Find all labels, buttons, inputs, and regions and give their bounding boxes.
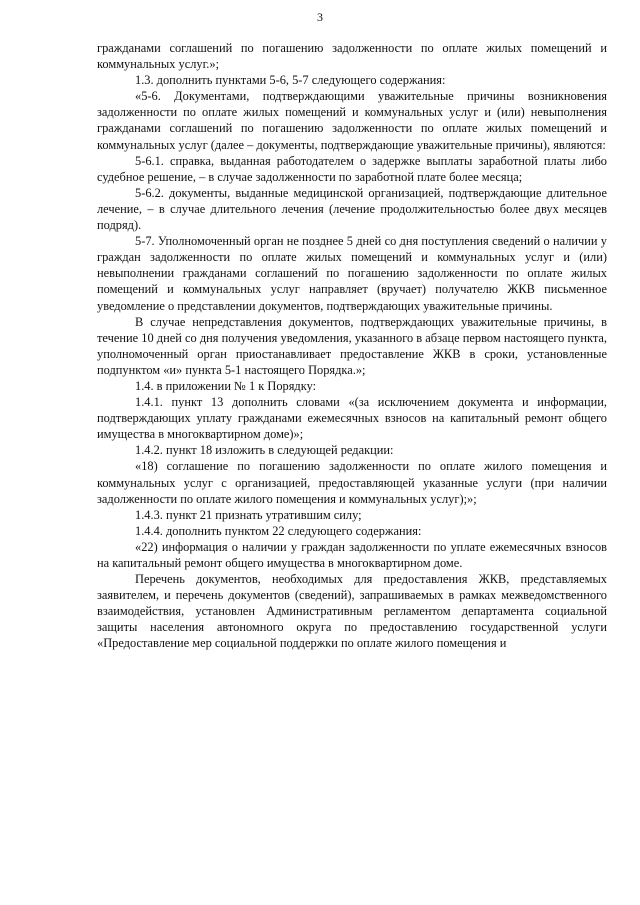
- paragraph: «5-6. Документами, подтверждающими уважительные причины возникновения задолженности по оплате жилых помещений и коммунальных услуг и (или) невыполнения гражданами соглашений по погашению задолженности по оплате жилых помещений и коммунальных услуг (далее – документы, подтверждающие уважительные причины), являются:: [97, 89, 607, 152]
- page-number: 3: [317, 10, 323, 24]
- paragraph: 1.4. в приложении № 1 к Порядку:: [135, 378, 317, 393]
- paragraph: «18) соглашение по погашению задолженности по оплате жилого помещения и коммунальных услуг с организацией, предоставляющей указанные услуги (при наличии задолженности по оплате жилого помещения и коммунальных услуг);»;: [97, 459, 607, 506]
- paragraph: 5-6.2. документы, выданные медицинской организацией, подтверждающие длительное лечение, – в случае длительного лечения (лечение продолжительностью более двух месяцев подряд).: [97, 185, 607, 233]
- paragraph: «22) информация о наличии у граждан задолженности по уплате ежемесячных взносов на капитальный ремонт общего имущества в многоквартирном доме.: [97, 539, 607, 570]
- paragraph: 1.4.3. пункт 21 признать утратившим силу;: [135, 507, 362, 522]
- paragraph: Перечень документов, необходимых для предоставления ЖКВ, представляемых заявителем, и перечень документов (сведений), запрашиваемых в рамках межведомственного взаимодействия, установлен Административным регламентом департамента социальной защиты населения автономного округа по предоставлению государственной услуги «Предоставление мер социальной поддержки по оплате жилого помещения и: [97, 572, 607, 651]
- paragraph: 1.4.4. дополнить пунктом 22 следующего содержания:: [135, 523, 422, 538]
- paragraph: гражданами соглашений по погашению задолженности по оплате жилых помещений и коммунальных услуг.»;: [97, 41, 607, 72]
- paragraph: В случае непредставления документов, подтверждающих уважительные причины, в течение 10 дней со дня получения уведомления, указанного в абзаце первом настоящего пункта, уполномоченный орган приостанавливает предоставление ЖКВ в сроки, установленные подпунктом «и» пункта 5-1 настоящего Порядка.»;: [97, 314, 607, 377]
- paragraph: 5-6.1. справка, выданная работодателем о задержке выплаты заработной платы либо судебное решение, – в случае задолженности по заработной плате более месяца;: [97, 153, 607, 184]
- document-body: [97, 40, 607, 652]
- paragraph: 1.3. дополнить пунктами 5-6, 5-7 следующего содержания:: [135, 73, 446, 88]
- paragraph: 1.4.2. пункт 18 изложить в следующей редакции:: [135, 443, 394, 458]
- paragraph: 1.4.1. пункт 13 дополнить словами «(за исключением документа и информации, подтверждающих уплату гражданами ежемесячных взносов на капитальный ремонт общего имущества в многоквартирном доме)»;: [97, 395, 607, 442]
- paragraph: 5-7. Уполномоченный орган не позднее 5 дней со дня поступления сведений о наличии у граждан задолженности по оплате жилых помещений и коммунальных услуг и (или) невыполнении гражданами соглашений по погашению задолженности по оплате жилых помещений и коммунальных услуг направляет (вручает) получателю ЖКВ письменное уведомление о представлении документов, подтверждающих уважительные причины.: [97, 234, 607, 313]
